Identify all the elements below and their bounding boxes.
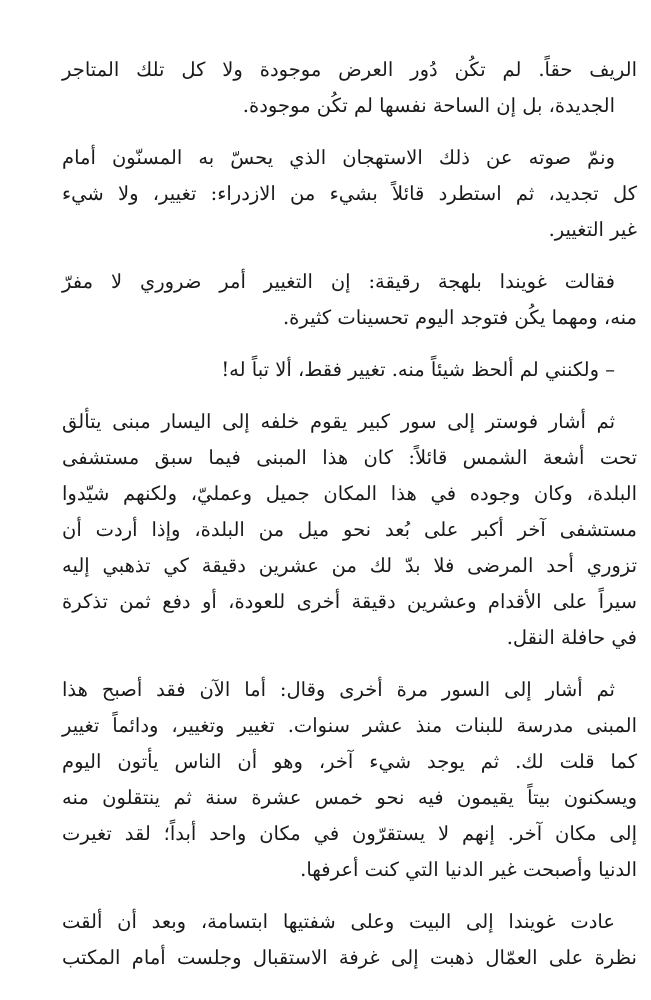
text-line: فقالت غويندا بلهجة رقيقة: إن التغيير أمر ضروري لا مفرّ: [62, 270, 615, 293]
text-line: المبنى مدرسة للبنات منذ عشر سنوات. تغيير وتغيير، ودائماً تغيير: [62, 714, 637, 737]
paragraph-1: [62, 52, 637, 124]
paragraph-5: [62, 404, 637, 656]
book-page: [62, 52, 637, 992]
text-line: ويسكنون بيتاً يقيمون فيه نحو خمس عشرة سنة ثم ينتقلون منه: [62, 786, 637, 809]
text-line: ثم أشار فوستر إلى سور كبير يقوم خلفه إلى اليسار مبنى يتألق: [62, 410, 615, 433]
text-line: الدنيا وأصبحت غير الدنيا التي كنت أعرفها.: [300, 858, 637, 881]
text-line: البلدة، وكان وجوده في هذا المكان جميل وعمليّ، ولكنهم شيّدوا: [62, 482, 637, 505]
paragraph-2: [62, 140, 637, 248]
text-line: ثم أشار إلى السور مرة أخرى وقال: أما الآن فقد أصبح هذا: [62, 678, 615, 701]
text-line: نظرة على العمّال ذهبت إلى غرفة الاستقبال وجلست أمام المكتب: [62, 946, 637, 969]
text-line: مستشفى آخر أكبر على بُعد نحو ميل من البلدة، وإذا أردت أن: [62, 518, 637, 541]
text-line: منه، ومهما يكُن فتوجد اليوم تحسينات كثيرة.: [282, 306, 637, 329]
text-line: الريف حقاً. لم تكُن دُور العرض موجودة ولا كل تلك المتاجر: [62, 58, 637, 81]
text-line: غير التغيير.: [548, 218, 637, 241]
text-line: الجديدة، بل إن الساحة نفسها لم تكُن موجودة.: [242, 94, 615, 117]
paragraph-4-dialogue: [62, 352, 637, 388]
text-line: كل تجديد، ثم استطرد قائلاً بشيء من الازدراء: تغيير، ولا شيء: [62, 182, 637, 205]
text-line: ونمّ صوته عن ذلك الاستهجان الذي يحسّ به المسنّون أمام: [62, 146, 615, 169]
paragraph-3: [62, 264, 637, 336]
text-line: عادت غويندا إلى البيت وعلى شفتيها ابتسامة، وبعد أن ألقت: [62, 910, 615, 933]
text-line: تزوري أحد المرضى فلا بدّ لك من عشرين دقيقة كي تذهبي إليه: [62, 554, 637, 577]
text-line: كما قلت لك. ثم يوجد شيء آخر، وهو أن الناس يأتون اليوم: [62, 750, 637, 773]
text-line: تحت أشعة الشمس قائلاً: كان هذا المبنى فيما سبق مستشفى: [62, 446, 637, 469]
text-line: – ولكنني لم ألحظ شيئاً منه. تغيير فقط، ألا تباً له!: [221, 358, 615, 381]
text-line: سيراً على الأقدام وعشرين دقيقة أخرى للعودة، أو دفع ثمن تذكرة: [62, 590, 637, 613]
paragraph-6: [62, 672, 637, 888]
text-line: إلى مكان آخر. إنهم لا يستقرّون في مكان واحد أبداً؛ لقد تغيرت: [62, 822, 637, 845]
text-line: في حافلة النقل.: [506, 626, 637, 649]
paragraph-7: [62, 904, 637, 976]
